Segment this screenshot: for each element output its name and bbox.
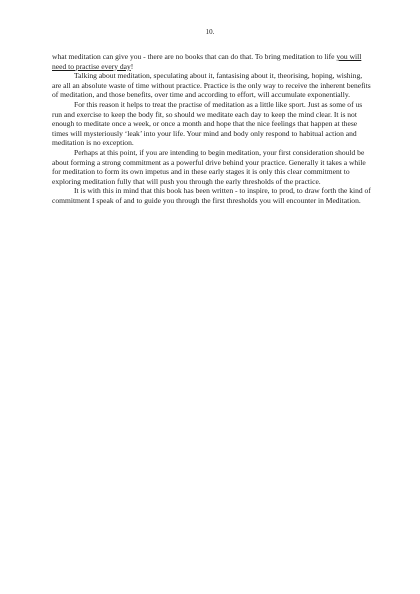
practise-every-day-emphasis: you will need to practise every day [52, 52, 362, 71]
page-number: 10. [205, 28, 215, 36]
paragraph-1-tail: ! [130, 61, 134, 71]
paragraph-4: Perhaps at this point, if you are intending to begin meditation, your first consideration should be about forming a strong commitment as a powerful drive behind your practice. Generally it takes a while for meditation to form its own impetus and in these early stages it is only this clear commitment to exploring meditation fully that will push you through the early thresholds of the practice. [52, 147, 366, 186]
paragraph-1 [52, 52, 373, 71]
body-text [52, 52, 373, 206]
paragraph-1-lead: what meditation can give you - there are no books that can do that. To bring meditation to life [52, 52, 337, 61]
paragraph-3: For this reason it helps to treat the practise of meditation as a little like sport. Just as some of us run and exercise to keep the body fit, so should we meditate each day to keep the mind clear. It is not enough to meditate once a week, or once a month and hope that the nice feelings that happen at these times will mysteriously ‘leak’ into your life. Your mind and body only respond to habitual action and meditation is no exception. [52, 99, 363, 148]
paragraph-5: It is with this in mind that this book has been written - to inspire, to prod, to draw forth the kind of commitment I speak of and to guide you through the first thresholds you will encounter in Meditation. [52, 186, 371, 205]
paragraph-2: Talking about meditation, speculating about it, fantasising about it, theorising, hoping, wishing, are all an absolute waste of time without practice. Practice is the only way to receive the inherent benefits of meditation, and those benefits, over time and according to effort, will accumulate exponentially. [52, 71, 371, 100]
